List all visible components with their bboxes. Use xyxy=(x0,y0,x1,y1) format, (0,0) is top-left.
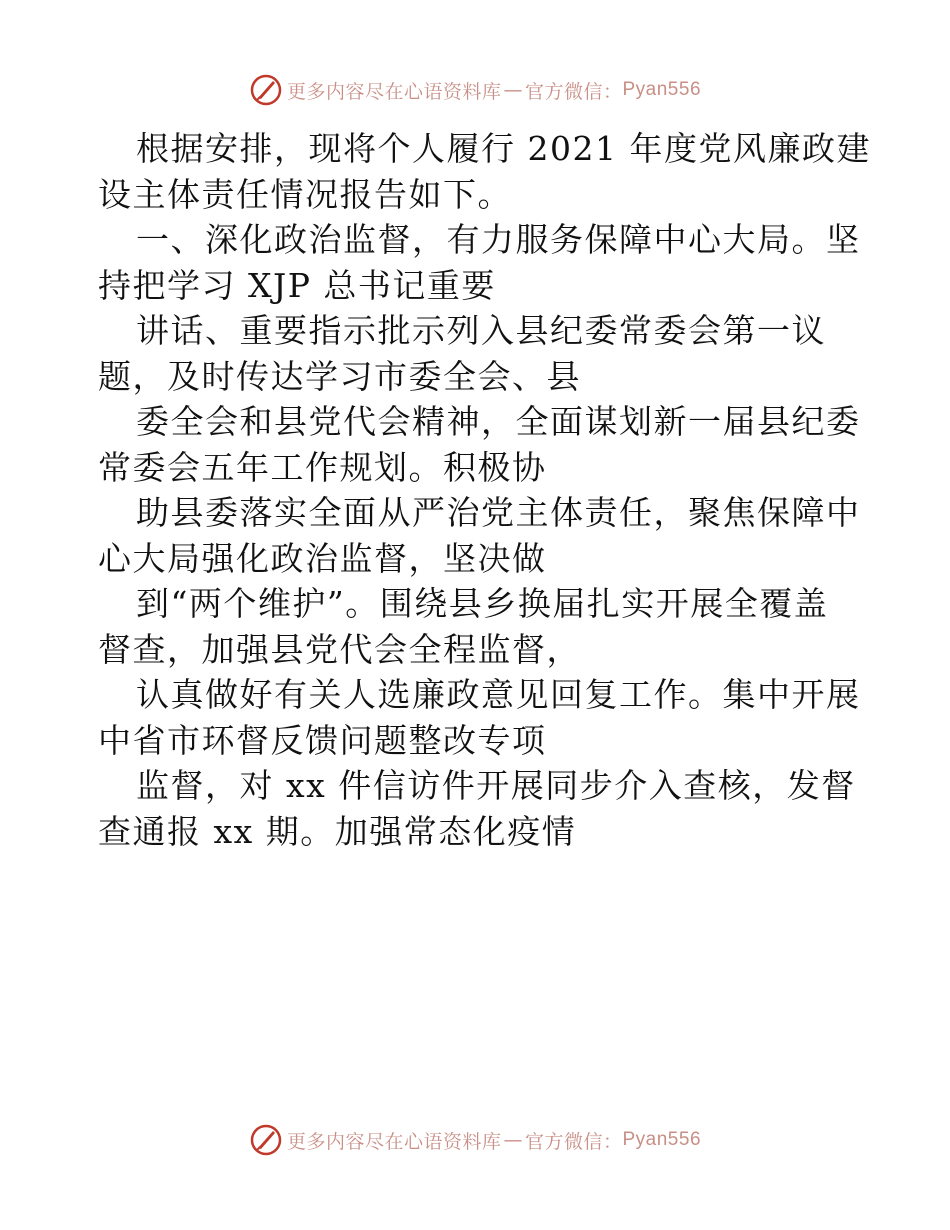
document-line: 督查，加强县党代会全程监督， xyxy=(98,629,581,669)
document-line: 查通报 xx 期。加强常态化疫情 xyxy=(98,811,577,851)
document-line: 设主体责任情况报告如下。 xyxy=(98,174,512,214)
document-body xyxy=(98,126,871,854)
watermark-wechat-label: 官方微信： xyxy=(524,1130,623,1153)
watermark-wechat-label: 官方微信： xyxy=(524,80,623,103)
footer-watermark xyxy=(0,1120,950,1160)
watermark-dash: — xyxy=(503,79,523,101)
document-line: 题，及时传达学习市委全会、县 xyxy=(98,356,581,396)
document-line: 心大局强化政治监督，坚决做 xyxy=(98,538,547,578)
document-line: 根据安排，现将个人履行 2021 年度党风廉政建 xyxy=(136,129,871,168)
quill-logo-icon xyxy=(249,1123,283,1157)
watermark-wechat-id: Pyan556 xyxy=(622,79,702,100)
watermark-dash: — xyxy=(503,1129,523,1151)
document-line: 持把学习 XJP 总书记重要 xyxy=(98,265,496,305)
watermark-wechat-id: Pyan556 xyxy=(622,1129,702,1150)
quill-logo-icon xyxy=(249,73,283,107)
document-line: 中省市环督反馈问题整改专项 xyxy=(98,720,547,760)
document-line: 委全会和县党代会精神，全面谋划新一届县纪委 xyxy=(136,402,861,441)
document-line: 认真做好有关人选廉政意见回复工作。集中开展 xyxy=(136,675,861,714)
watermark-brand-text: 更多内容尽在心语资料库 xyxy=(286,80,502,103)
document-line: 到“两个维护”。围绕县乡换届扎实开展全覆盖 xyxy=(136,584,829,623)
header-watermark xyxy=(0,70,950,110)
document-line: 讲话、重要指示批示列入县纪委常委会第一议 xyxy=(136,311,826,350)
document-line: 一、深化政治监督，有力服务保障中心大局。坚 xyxy=(136,220,861,259)
document-line: 监督，对 xx 件信访件开展同步介入查核，发督 xyxy=(136,766,856,805)
document-line: 常委会五年工作规划。积极协 xyxy=(98,447,547,487)
document-line: 助县委落实全面从严治党主体责任，聚焦保障中 xyxy=(136,493,861,532)
watermark-brand-text: 更多内容尽在心语资料库 xyxy=(286,1130,502,1153)
